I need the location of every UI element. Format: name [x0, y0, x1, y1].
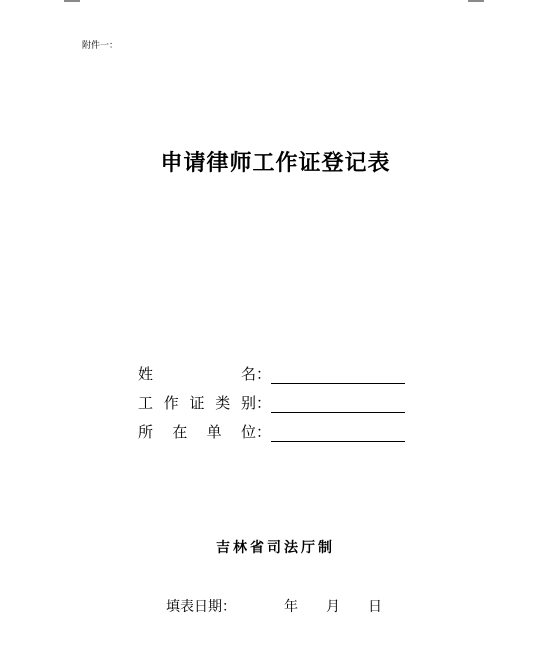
- field-label-char: 位：: [240, 423, 271, 441]
- page-corner-mark-right: [468, 0, 484, 2]
- attachment-label: 附件一：: [82, 41, 119, 51]
- page-corner-mark-left: [64, 0, 80, 2]
- field-label-card-type: [138, 393, 271, 413]
- field-row-card-type: [138, 391, 405, 413]
- field-label-char: 名：: [240, 365, 271, 383]
- issuer-line: 吉林省司法厅制: [216, 540, 335, 556]
- field-label-char: 姓: [138, 365, 154, 383]
- field-row-name: [138, 362, 405, 384]
- field-label-employer: [138, 422, 271, 442]
- field-label-char: 类: [215, 394, 231, 412]
- employer-fill-line[interactable]: [271, 423, 405, 442]
- field-label-name: [138, 364, 271, 384]
- field-label-char: 证: [189, 394, 205, 412]
- fill-date-label: 填表日期：: [166, 599, 236, 615]
- date-month-label: 月: [326, 599, 340, 615]
- field-label-char: 工: [138, 394, 154, 412]
- card-type-fill-line[interactable]: [271, 394, 405, 413]
- field-label-char: 作: [163, 394, 179, 412]
- name-fill-line[interactable]: [271, 365, 405, 384]
- field-row-employer: [138, 420, 405, 442]
- form-title: 申请律师工作证登记表: [160, 150, 391, 176]
- field-label-char: 所: [138, 423, 154, 441]
- date-year-label: 年: [284, 599, 298, 615]
- field-label-char: 别：: [240, 394, 271, 412]
- field-label-char: 在: [172, 423, 188, 441]
- field-label-char: 单: [206, 423, 222, 441]
- date-day-label: 日: [368, 599, 382, 615]
